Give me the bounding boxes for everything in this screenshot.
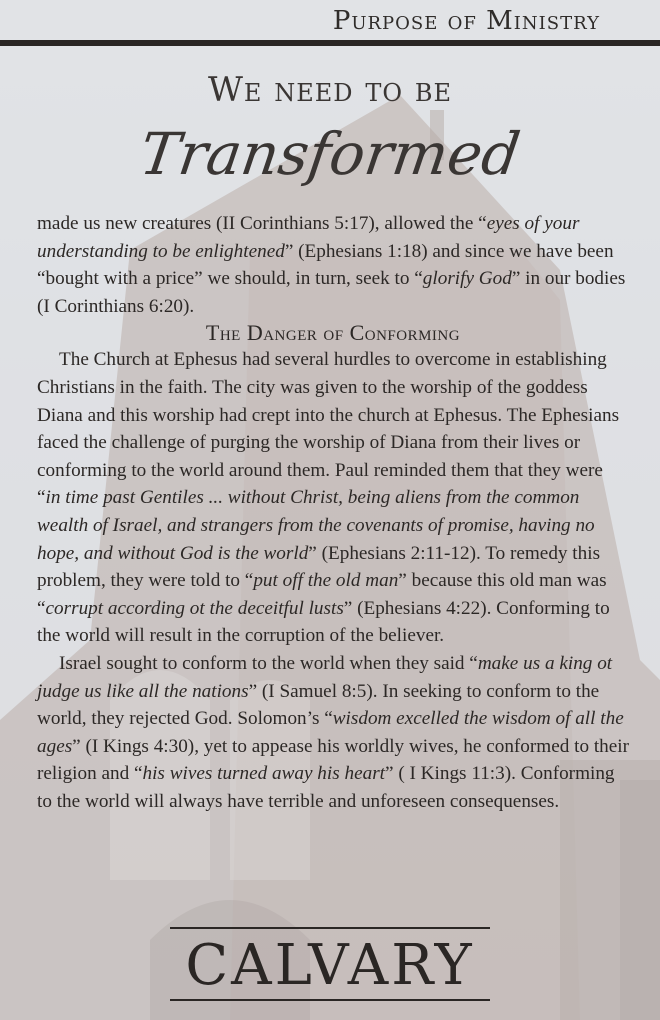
text-run: ” (Ephesians 1:18) and since we have been “bought with a price” we should, in turn, seek to “ (37, 240, 614, 290)
text-run: ” (I Samuel 8:5). In seeking to conform to the world, they rejected God. Solomon’s “ (37, 680, 600, 730)
logo-rule-top (170, 927, 490, 929)
text-run: ” (I Kings 4:30), yet to appease his worldly wives, he conformed to their religion and “ (37, 735, 630, 785)
quote-italic: glorify God (422, 268, 512, 290)
paragraph (37, 346, 629, 650)
text-run: The Church at Ephesus had several hurdles to overcome in establishing Christians in the faith. The city was given to the worship of the goddess Diana and this worship had crept into the church at Ephesus. The Ephesians faced the challenge of purging the worship of Diana from their lives or conforming to the world around them. Paul reminded them that they were “ (37, 349, 620, 509)
text-run: ” (Ephesians 4:22). Conforming to the world will result in the corruption of the believer. (37, 597, 610, 647)
page-header-title: Purpose of Ministry (332, 6, 600, 36)
headline: We need to be (207, 70, 452, 110)
text-run: ” (Ephesians 2:11-12). To remedy this problem, they were told to “ (37, 542, 601, 592)
header-rule (0, 40, 660, 46)
text-run: ” ( I Kings 11:3). Conforming to the world will always have terrible and unforeseen consequenses. (37, 763, 615, 812)
text-run: made us new creatures (II Corinthians 5:17), allowed the “ (37, 213, 487, 234)
paragraph (37, 210, 629, 320)
quote-italic: put off the old man (253, 570, 399, 592)
text-run: Israel sought to conform to the world when they said “ (59, 652, 478, 674)
logo-wordmark: CALVARY (185, 933, 475, 998)
paragraph (37, 650, 629, 816)
quote-italic: in time past Gentiles ... without Christ, being aliens from the common wealth of Israel, and strangers from the covenants of promise, having no hope, and without God is the world (37, 487, 595, 564)
quote-italic: eyes of your understanding to be enlightened (37, 213, 580, 262)
quote-italic: his wives turned away his heart (142, 763, 385, 785)
text-run: ” in our bodies (I Corinthians 6:20). (37, 268, 626, 317)
section-heading: The Danger of Conforming (205, 320, 461, 346)
article-body (37, 210, 629, 815)
text-run: ” because this old man was “ (37, 570, 607, 619)
headline-script: Transformed (135, 120, 525, 188)
quote-italic: wisdom excelled the wisdom of all the ages (37, 708, 624, 757)
calvary-logo (170, 925, 490, 1005)
quote-italic: corrupt according ot the deceitful lusts (45, 597, 344, 619)
quote-italic: make us a king ot judge us like all the nations (37, 652, 613, 702)
logo-rule-bottom (170, 999, 490, 1001)
